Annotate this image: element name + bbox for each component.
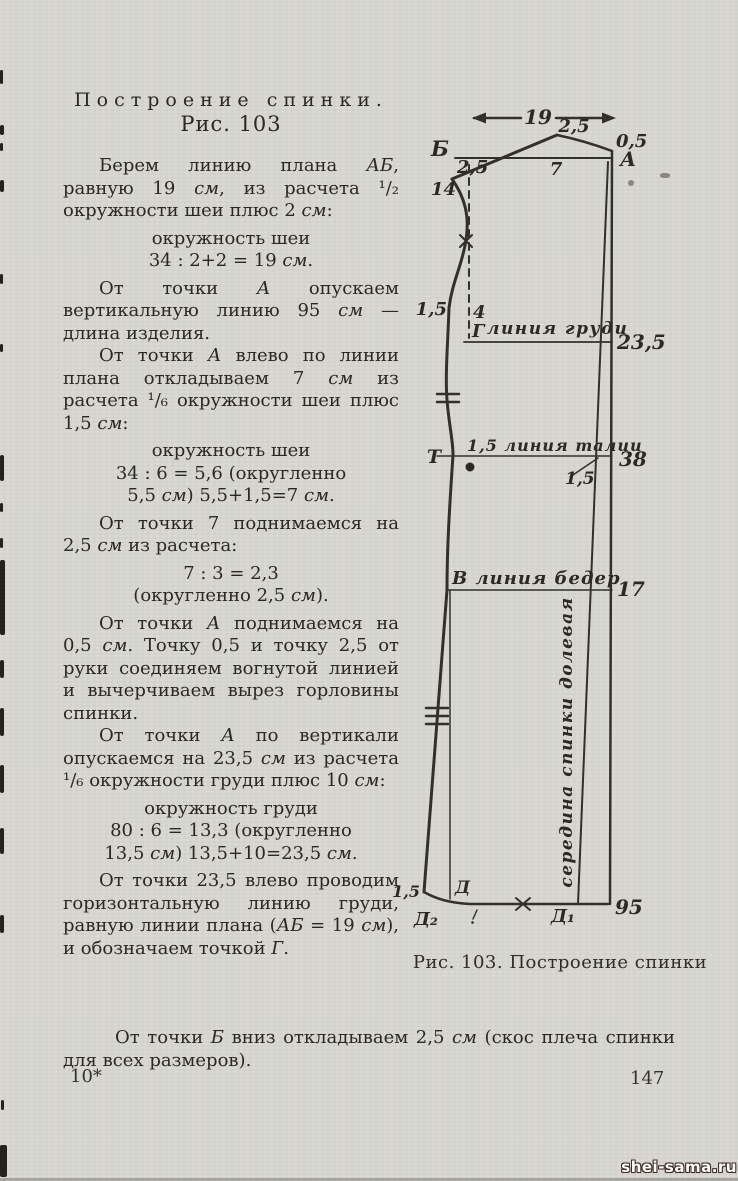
figure-caption: Рис. 103. Построение спинки xyxy=(412,952,708,973)
label-hip-line: В линия бедер xyxy=(452,568,621,589)
neckline-curve xyxy=(557,135,612,151)
center-back-line xyxy=(610,151,612,904)
watermark: shei-sama.ru xyxy=(621,1158,737,1176)
paragraph-2: От точки А опускаем вертикальную линию 95 см — длина изделия. xyxy=(63,277,399,344)
page-number: 147 xyxy=(630,1068,665,1089)
label-23-5: 23,5 xyxy=(617,330,666,354)
label-4: 4 xyxy=(473,302,486,323)
section-title: Построение спинки. xyxy=(74,89,388,111)
paragraph-7: От точки 23,5 влево проводим горизонтальную линию груди, равную линии плана (АБ = 19 см), и обозначаем точкой Г. xyxy=(63,870,399,959)
waist-dot xyxy=(466,463,475,472)
label-17: 17 xyxy=(617,577,645,601)
label-waist-line: 1,5 линия талии xyxy=(467,436,643,455)
label-point-b: Б xyxy=(431,136,449,161)
hem-tick-dot xyxy=(471,921,474,924)
hem-tick xyxy=(473,910,477,919)
formula-line: окружность шеи xyxy=(151,227,311,249)
formula-line: 34 : 6 = 5,6 (округленно xyxy=(115,462,347,484)
formula-line: 13,5 см) 13,5+10=23,5 см. xyxy=(104,842,358,864)
footer-signature: 10* xyxy=(70,1066,102,1087)
label-0-5: 0,5 xyxy=(616,131,648,152)
label-point-g: Г xyxy=(472,321,485,342)
label-dim-19: 19 xyxy=(524,105,552,129)
formula-line: окружность груди xyxy=(144,797,318,819)
paragraph-4: От точки 7 поднимаемся на 2,5 см из расчета: xyxy=(63,512,399,556)
pattern-labels xyxy=(392,105,666,930)
label-point-d2: Д₂ xyxy=(414,909,438,930)
label-point-t: Т xyxy=(426,446,441,468)
label-38: 38 xyxy=(619,447,647,471)
label-top-2-5: 2,5 xyxy=(558,116,590,137)
label-95: 95 xyxy=(615,895,643,919)
paragraph-5: От точки А поднимаемся на 0,5 см. Точку 0,5 и точку 2,5 от руки соединяем вогнутой линией и вычерчиваем вырез горловины спинки. xyxy=(63,612,399,724)
paragraph-1: Берем линию плана АБ, равную 19 см, из расчета ¹/₂ окружности шеи плюс 2 см: xyxy=(63,155,399,221)
side-seam-lower xyxy=(424,455,453,892)
section-subtitle: Рис. 103 xyxy=(180,112,282,136)
label-point-d1: Д₁ xyxy=(551,906,575,927)
formula-line: (округленно 2,5 см). xyxy=(133,585,329,606)
label-point-a: А xyxy=(620,147,637,171)
label-grain-line: середина спинки долевая xyxy=(557,596,577,888)
label-waist-1-5: 1,5 xyxy=(565,469,595,489)
label-chest-line: линия груди xyxy=(487,319,629,339)
formula-line: 5,5 см) 5,5+1,5=7 см. xyxy=(127,485,335,506)
label-1-5-chest: 1,5 xyxy=(415,299,447,320)
label-14: 14 xyxy=(430,179,456,200)
formula-line: 34 : 2+2 = 19 см. xyxy=(148,250,314,271)
side-seam-upper xyxy=(446,308,453,455)
label-left-2-5: 2,5 xyxy=(457,157,489,178)
formula-line: 7 : 3 = 2,3 xyxy=(183,562,279,584)
label-point-d: Д xyxy=(455,878,471,898)
pattern-lines xyxy=(424,113,616,924)
paragraph-6: От точки А по вертикали опускаемся на 23,5 см из расчета ¹/₆ окружности груди плюс 10 см: xyxy=(63,725,399,791)
label-hem-1-5: 1,5 xyxy=(392,882,420,901)
label-7: 7 xyxy=(549,159,563,180)
formula-line: окружность шеи xyxy=(151,440,311,461)
grain-line xyxy=(578,162,608,904)
paragraph-8: От точки Б вниз откладываем 2,5 см (скос плеча спинки для всех размеров). xyxy=(63,1027,675,1071)
formula-line: 80 : 6 = 13,3 (округленно xyxy=(110,820,352,841)
paragraph-3: От точки А влево по линии плана откладываем 7 см из расчета ¹/₆ окружности шеи плюс 1,5 см: xyxy=(63,345,399,434)
